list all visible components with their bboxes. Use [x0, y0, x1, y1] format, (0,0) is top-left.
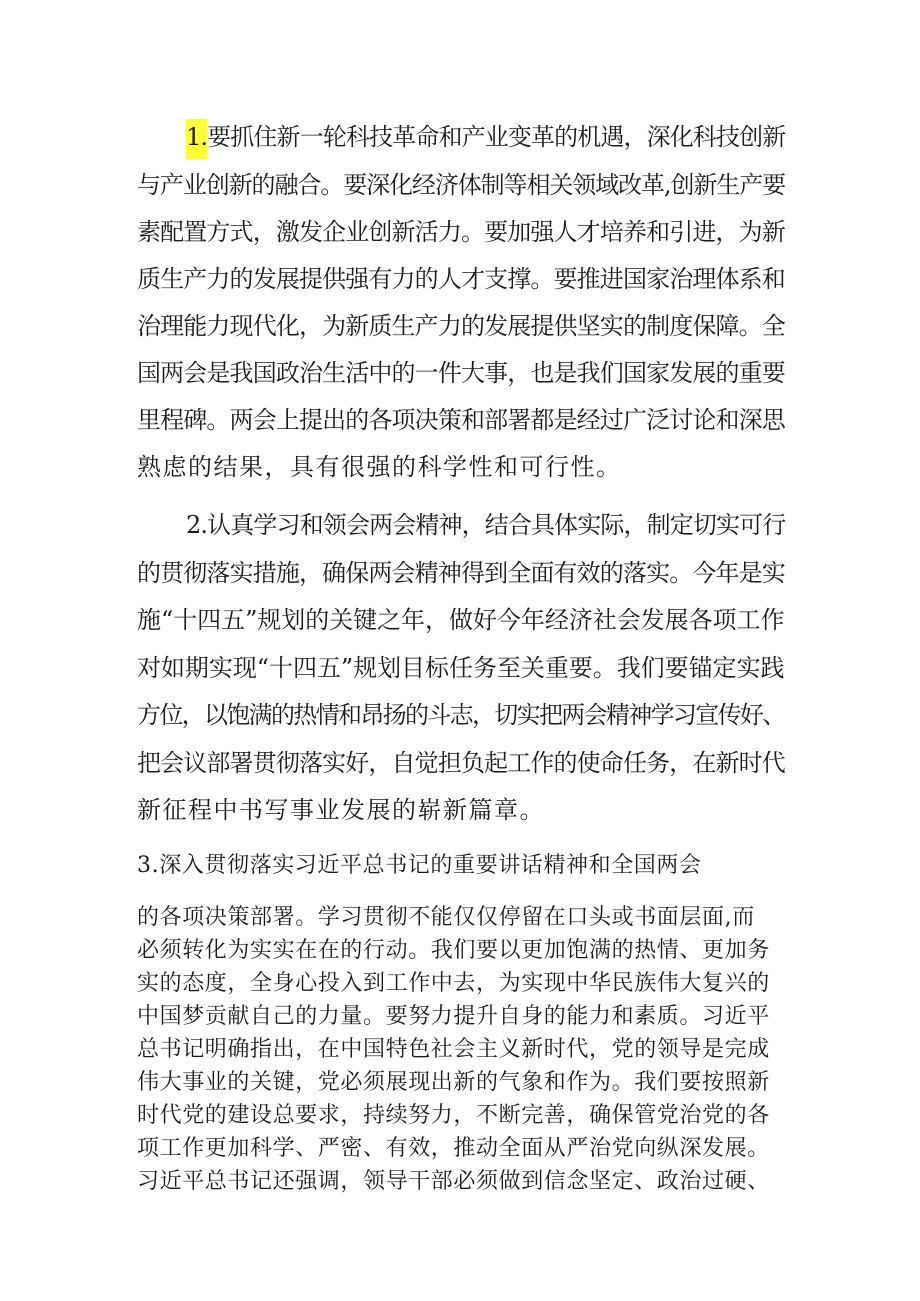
para2-line-4: 对如期实现“十四五”规划目标任务至关重要。我们要锚定实践: [137, 654, 785, 682]
para1-number-highlight: 1.: [186, 119, 207, 159]
para2-line-3: 施“十四五”规划的关键之年，做好今年经济社会发展各项工作: [137, 606, 785, 634]
para1-line-8: 熟虑的结果，具有很强的科学性和可行性。: [137, 453, 622, 481]
para2-line-6: 把会议部署贯彻落实好，自觉担负起工作的使命任务，在新时代: [137, 749, 785, 777]
para3-line-2: 的各项决策部署。学习贯彻不能仅仅停留在口头或书面层面,而: [137, 905, 755, 930]
para1-line-3: 素配置方式，激发企业创新活力。要加强人才培养和引进，为新: [137, 218, 785, 246]
para1-line-5: 治理能力现代化，为新质生产力的发展提供坚实的制度保障。全: [137, 312, 785, 340]
para3-line-5: 中国梦贡献自己的力量。要努力提升自身的能力和素质。习近平: [137, 1004, 770, 1029]
para3-line-8: 时代党的建设总要求，持续努力，不断完善，确保管党治党的各: [137, 1103, 770, 1128]
para3-line-9: 项工作更加科学、严密、有效，推动全面从严治党向纵深发展。: [137, 1136, 770, 1161]
para1-line-1-text: 要抓住新一轮科技革命和产业变革的机遇，深化科技创新: [207, 123, 786, 151]
para3-line-3: 必须转化为实实在在的行动。我们要以更加饱满的热情、更加务: [137, 938, 770, 963]
para1-line-4: 质生产力的发展提供强有力的人才支撑。要推进国家治理体系和: [137, 265, 785, 293]
para3-line-7: 伟大事业的关键，党必须展现出新的气象和作为。我们要按照新: [137, 1070, 770, 1095]
para2-line-5: 方位，以饱满的热情和昂扬的斗志，切实把两会精神学习宣传好、: [137, 701, 785, 729]
para2-line-2: 的贯彻落实措施，确保两会精神得到全面有效的落实。今年是实: [137, 559, 785, 587]
para1-line-7: 里程碑。两会上提出的各项决策和部署都是经过广泛讨论和深思: [137, 406, 785, 434]
para3-line-10: 习近平总书记还强调，领导干部必须做到信念坚定、政治过硬、: [137, 1169, 770, 1194]
para2-line-7: 新征程中书写事业发展的崭新篇章。: [137, 796, 545, 824]
para3-line-6: 总书记明确指出，在中国特色社会主义新时代，党的领导是完成: [137, 1037, 770, 1062]
para3-line-1: 3.深入贯彻落实习近平总书记的重要讲话精神和全国两会: [137, 853, 702, 878]
para3-line-4: 实的态度，全身心投入到工作中去，为实现中华民族伟大复兴的: [137, 971, 770, 996]
para1-line-6: 国两会是我国政治生活中的一件大事，也是我们国家发展的重要: [137, 359, 785, 387]
para1-line-2: 与产业创新的融合。要深化经济体制等相关领域改革,创新生产要: [137, 171, 786, 199]
para1-line-1: [186, 117, 785, 152]
para2-line-1: 2.认真学习和领会两会精神，结合具体实际，制定切实可行: [186, 511, 786, 539]
